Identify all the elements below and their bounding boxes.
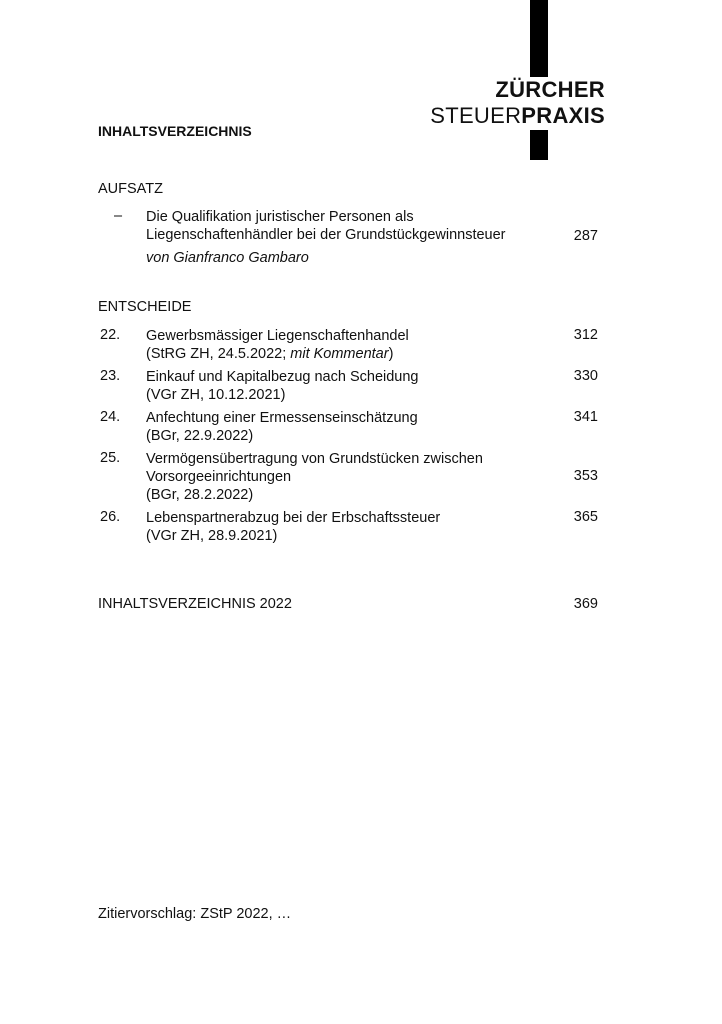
aufsatz-bullet: – [114, 208, 123, 224]
logo-bar-top [530, 0, 548, 77]
entry-number: 22. [100, 327, 121, 343]
brand-line1: ZÜRCHER [495, 77, 605, 102]
entry-title: Einkauf und Kapitalbezug nach Scheidung [146, 369, 419, 385]
annual-index-label: INHALTSVERZEICHNIS 2022 [98, 596, 292, 612]
aufsatz-title-line1: Die Qualifikation juristischer Personen als [146, 209, 414, 225]
entry-number: 26. [100, 509, 121, 525]
logo-bar-bottom [530, 130, 548, 160]
aufsatz-title-line2: Liegenschaftenhändler bei der Grundstückgewinnsteuer [146, 227, 506, 243]
entry-number: 25. [100, 450, 121, 466]
entry-page: 353 [573, 468, 598, 484]
entry-court: (BGr, 28.2.2022) [146, 487, 254, 503]
entscheide-heading: ENTSCHEIDE [98, 299, 192, 315]
entry-number: 23. [100, 368, 121, 384]
entry-page: 365 [573, 509, 598, 525]
toc-title: INHALTSVERZEICHNIS [98, 123, 252, 139]
entry-page: 341 [573, 409, 598, 425]
entry-court: (BGr, 22.9.2022) [146, 428, 254, 444]
entry-number: 24. [100, 409, 121, 425]
entry-title: Lebenspartnerabzug bei der Erbschaftssteuer [146, 510, 441, 526]
brand-line2 [430, 103, 605, 129]
aufsatz-author: von Gianfranco Gambaro [146, 250, 309, 266]
entry-page: 330 [573, 368, 598, 384]
entry-title: Anfechtung einer Ermessenseinschätzung [146, 410, 418, 426]
entry-court: (StRG ZH, 24.5.2022; mit Kommentar) [146, 346, 394, 362]
entry-title: Gewerbsmässiger Liegenschaftenhandel [146, 328, 409, 344]
entry-title-line1: Vermögensübertragung von Grundstücken zwischen [146, 451, 483, 467]
aufsatz-page: 287 [573, 228, 598, 244]
entry-court: (VGr ZH, 10.12.2021) [146, 387, 286, 403]
aufsatz-heading: AUFSATZ [98, 181, 163, 197]
entry-title-line2: Vorsorgeeinrichtungen [146, 469, 292, 485]
brand-regular: STEUER [430, 103, 522, 128]
citation-suggestion: Zitiervorschlag: ZStP 2022, … [98, 906, 292, 922]
brand-bold: PRAXIS [521, 103, 605, 128]
entry-page: 312 [573, 327, 598, 343]
annual-index-page: 369 [573, 596, 598, 612]
entry-court: (VGr ZH, 28.9.2021) [146, 528, 278, 544]
